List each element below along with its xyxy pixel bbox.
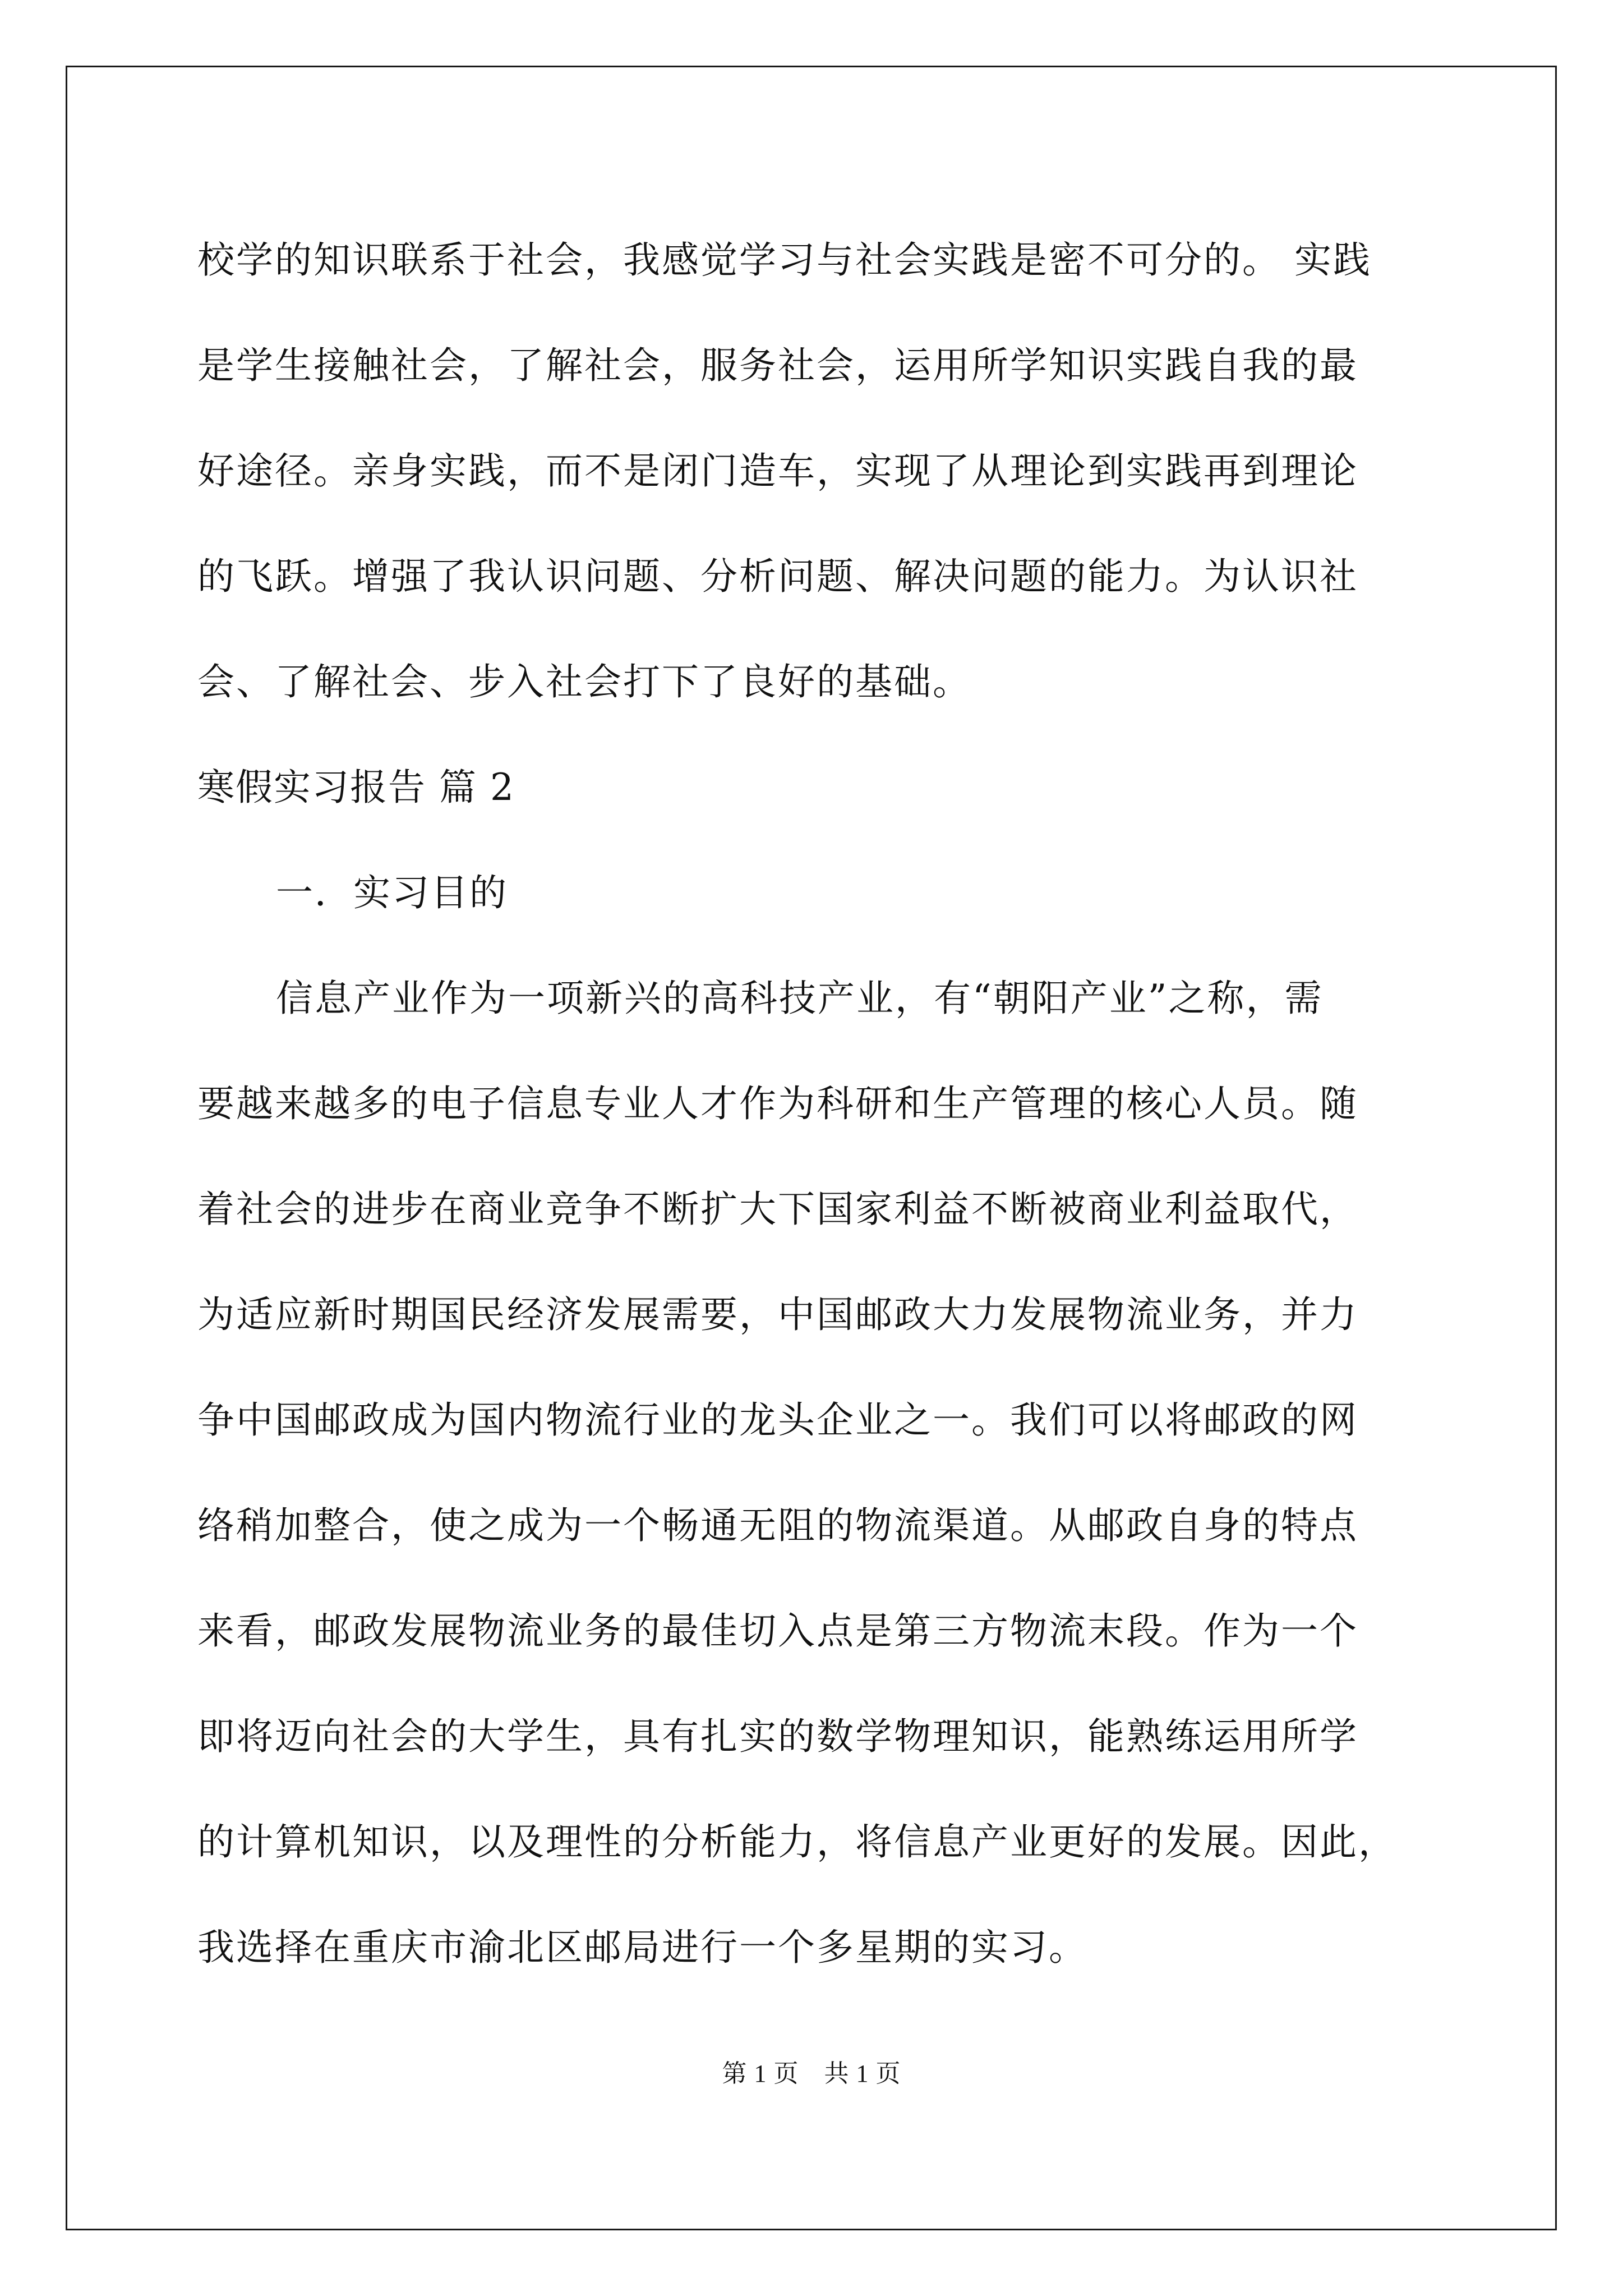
text-line: 会、了解社会、步入社会打下了良好的基础。 <box>197 660 971 703</box>
paragraph-line: 络稍加整合，使之成为一个畅通无阻的物流渠道。从邮政自身的特点 <box>197 1504 1358 1547</box>
text-line: 的飞跃。增强了我认识问题、分析问题、解决问题的能力。为认识社 <box>197 555 1358 598</box>
paragraph-line: 即将迈向社会的大学生，具有扎实的数学物理知识，能熟练运用所学 <box>197 1715 1358 1758</box>
paragraph-line: 我选择在重庆市渝北区邮局进行一个多星期的实习。 <box>197 1926 1087 1969</box>
paragraph-line: 争中国邮政成为国内物流行业的龙头企业之一。我们可以将邮政的网 <box>197 1398 1358 1442</box>
page-number: 第 1 页 共 1 页 <box>722 2060 901 2087</box>
subheading: 一．实习目的 <box>276 871 508 914</box>
text-line: 好途径。亲身实践，而不是闭门造车，实现了从理论到实践再到理论 <box>197 449 1358 493</box>
paragraph-line: 为适应新时期国民经济发展需要，中国邮政大力发展物流业务，并力 <box>197 1293 1358 1336</box>
section-title: 寒假实习报告 篇 2 <box>197 766 515 809</box>
paragraph-line: 的计算机知识，以及理性的分析能力，将信息产业更好的发展。因此， <box>197 1820 1397 1864</box>
text-line: 校学的知识联系于社会，我感觉学习与社会实践是密不可分的。 实践 <box>197 238 1372 282</box>
paragraph-line: 来看，邮政发展物流业务的最佳切入点是第三方物流末段。作为一个 <box>197 1609 1358 1653</box>
paragraph-line: 信息产业作为一项新兴的高科技产业，有“朝阳产业”之称，需 <box>276 977 1324 1020</box>
paragraph-line: 要越来越多的电子信息专业人才作为科研和生产管理的核心人员。随 <box>197 1082 1358 1125</box>
document-body <box>197 208 1431 2000</box>
text-line: 是学生接触社会，了解社会，服务社会，运用所学知识实践自我的最 <box>197 344 1358 387</box>
paragraph-line: 着社会的进步在商业竞争不断扩大下国家利益不断被商业利益取代， <box>197 1188 1358 1231</box>
